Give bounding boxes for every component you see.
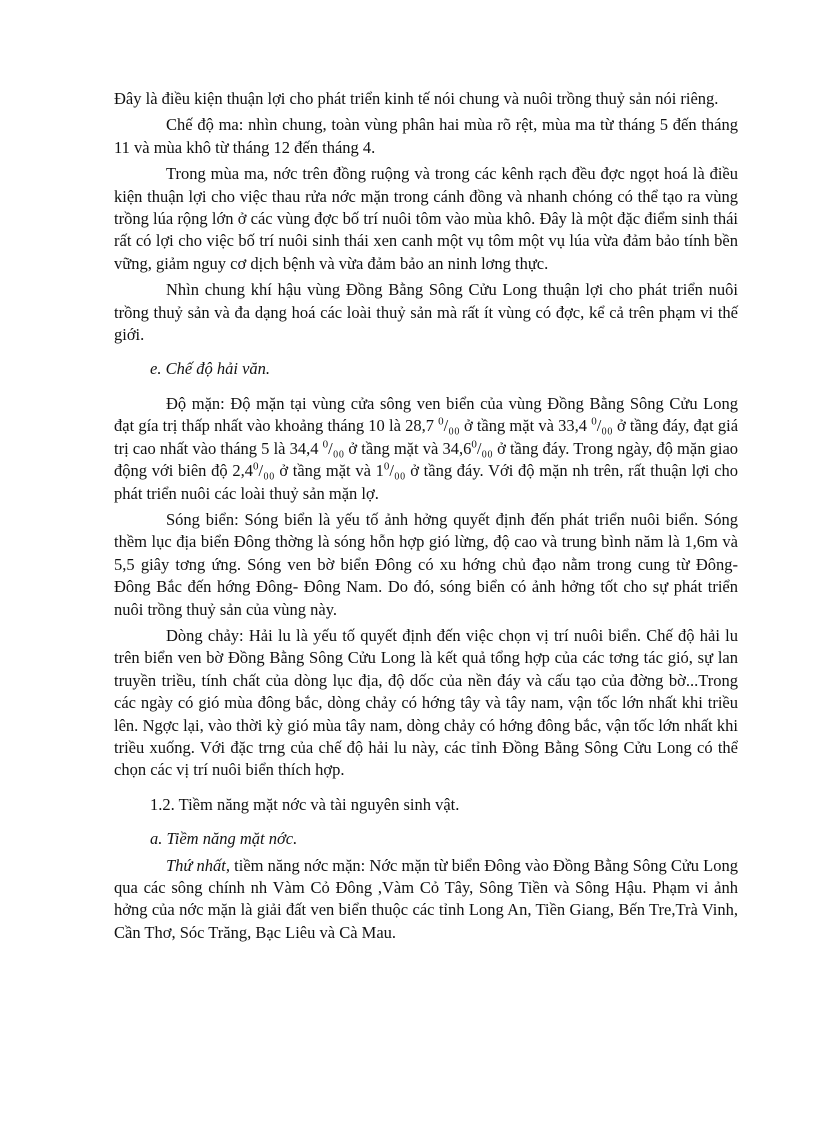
permille-sup: 0: [252, 460, 259, 473]
saltwater-text: tiềm năng nớc mặn: Nớc mặn từ biển Đông vào Đồng Bằng Sông Cửu Long qua các sông chính nh Vàm Cỏ Đông ,Vàm Cỏ Tây, Sông Tiền và Sông Hậu. Phạm vi ảnh hởng của nớc mặn là giải đất ven biển thuộc các tỉnh Long An, Tiền Giang, Bến Tre,Trà Vinh, Cần Thơ, Sóc Trăng, Bạc Liêu và Cà Mau.: [114, 855, 739, 942]
permille-unit: /₀₀: [328, 438, 345, 458]
paragraph-climate-summary: Nhìn chung khí hậu vùng Đồng Bằng Sông Cửu Long thuận lợi cho phát triển nuôi trồng thuỷ sản và đa dạng hoá các loài thuỷ sản mà rất ít vùng có đợc, kể cả trên phạm vi thế giới.: [114, 280, 738, 345]
paragraph-rain-regime: Chế độ ma: nhìn chung, toàn vùng phân hai mùa rõ rệt, mùa ma từ tháng 5 đến tháng 11 và mùa khô từ tháng 12 đến tháng 4.: [114, 115, 738, 157]
permille-unit: /₀₀: [258, 461, 275, 481]
salinity-text-e: ở tầng đáy. Trong ngày, độ mặn giao động với biên độ 2,4: [114, 438, 739, 481]
permille-unit: /₀₀: [596, 416, 613, 436]
permille-sup: 0: [591, 415, 597, 428]
salinity-text-f: ở tầng mặt và 1: [279, 461, 384, 481]
heading-oceanography: e. Chế độ hải văn.: [150, 359, 271, 379]
paragraph-rainy-season: Trong mùa ma, nớc trên đồng ruộng và trong các kênh rạch đều đợc ngọt hoá là điều kiện thuận lợi cho việc thau rửa nớc mặn trong cánh đồng và nhanh chóng có thể tạo ra vùng trồng lúa rộng lớn ở các vùng đợc bố trí nuôi tôm vào mùa khô. Đây là một đặc điểm sinh thái rất có lợi cho việc bố trí nuôi sinh thái xen canh một vụ tôm một vụ lúa vừa đảm bảo tính bền vững, giảm nguy cơ dịch bệnh và vừa đảm bảo an ninh lơng thực.: [114, 164, 738, 273]
paragraph-intro: Đây là điều kiện thuận lợi cho phát triển kinh tế nói chung và nuôi trồng thuỷ sản nói riêng.: [114, 89, 719, 108]
salinity-text-d: ở tầng mặt và 34,6: [348, 438, 472, 458]
permille-unit: /₀₀: [389, 461, 406, 481]
salinity-text-c: ở tầng đáy, đạt giá trị cao nhất vào tháng 5 là 34,4: [114, 416, 739, 458]
paragraph-salinity: [114, 393, 738, 505]
permille-sup: 0: [438, 415, 444, 428]
salinity-text-g: ở tầng đáy. Với độ mặn nh trên, rất thuận lợi cho phát triển nuôi các loài thuỷ sản mặn lợ.: [114, 461, 739, 503]
lead-phrase: Thứ nhất,: [166, 855, 231, 875]
heading-section-1-2: 1.2. Tiềm năng mặt nớc và tài nguyên sinh vật.: [150, 794, 460, 814]
permille-sup: 0: [471, 438, 477, 451]
permille-sup: 0: [322, 438, 329, 451]
heading-water-potential: a. Tiềm năng mặt nớc.: [150, 829, 298, 849]
paragraph-currents: Dòng chảy: Hải lu là yếu tố quyết định đến việc chọn vị trí nuôi biển. Chế độ hải lu trên biển ven bờ Đồng Bằng Sông Cửu Long là kết quả tổng hợp của các tơng tác gió, sự lan truyền triều, tính chất của dòng lục địa, độ dốc của nền đáy và cấu tạo của đờng bờ...Trong các ngày có gió mùa đông bắc, dòng chảy có hớng tây và tây nam, vận tốc lớn nhất khi triều lên. Ngợc lại, vào thời kỳ gió mùa tây nam, dòng chảy có hớng đông bắc, vận tốc lớn nhất khi triều xuống. Với đặc trng của chế độ hải lu này, các tỉnh Đồng Bằng Sông Cửu Long có thể chọn các vị trí nuôi biển thích hợp.: [114, 625, 738, 780]
paragraph-saltwater: [114, 855, 738, 945]
paragraph-waves: Sóng biển: Sóng biển là yếu tố ảnh hởng quyết định đến phát triển nuôi biển. Sóng thềm lục địa biển Đông thờng là sóng hỗn hợp gió lừng, độ cao và trung bình năm là 1,6m và 5,5 giây tơng ứng. Sóng ven bờ biển Đông có xu hớng chủ đạo nằm trong cung từ Đông- Đông Bắc đến hớng Đông- Đông Nam. Do đó, sóng biển có ảnh hởng tốt cho sự phát triển nuôi trồng thuỷ sản của vùng này.: [114, 509, 738, 619]
salinity-text-b: ở tầng mặt và 33,4: [463, 416, 587, 436]
salinity-text-a: Độ mặn: Độ mặn tại vùng cửa sông ven biển của vùng Đồng Bằng Sông Cửu Long đạt gía trị thấp nhất vào khoảng tháng 10 là 28,7: [114, 393, 738, 436]
permille-unit: /₀₀: [443, 416, 460, 436]
permille-sup: 0: [383, 460, 390, 473]
permille-unit: /₀₀: [476, 438, 493, 458]
